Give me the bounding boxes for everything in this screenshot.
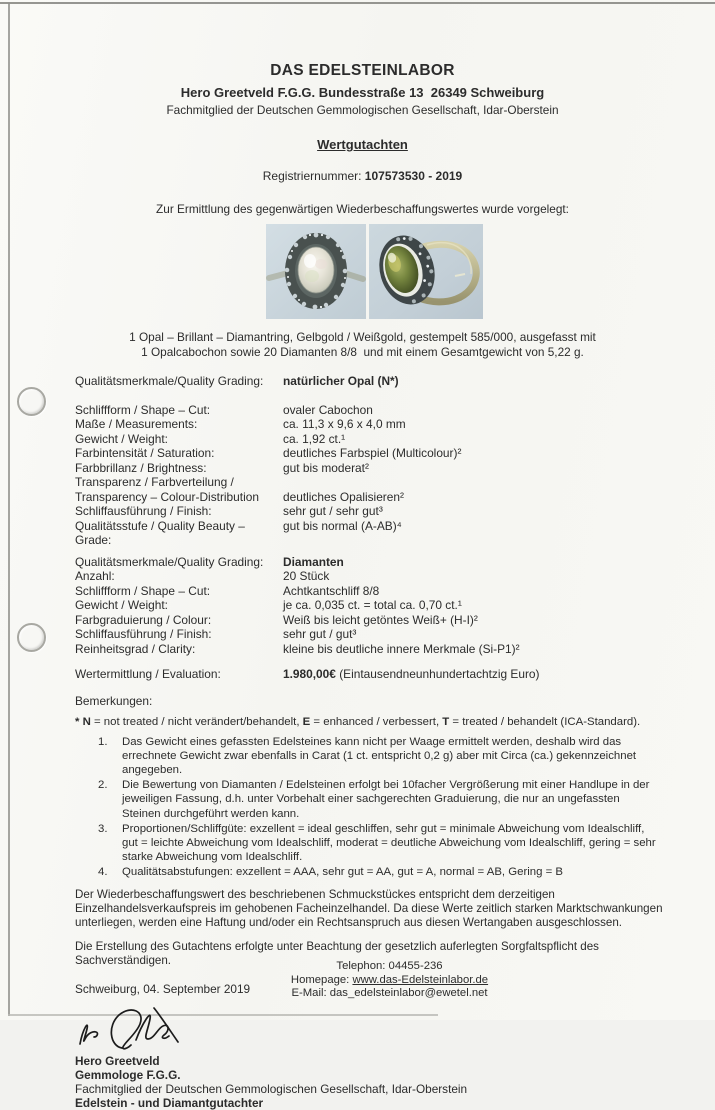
item-description-line2: 1 Opalcabochon sowie 20 Diamanten 8/8 und mit einem Gesamtgewicht von 5,22 g.	[141, 344, 584, 359]
grading-row	[75, 598, 660, 613]
grading-row-label: Farbbrillanz / Brightness:	[75, 460, 207, 475]
evaluation-row	[75, 667, 660, 682]
signatory-title: Gemmologe F.G.G.	[75, 1067, 181, 1082]
signatory-name: Hero Greetveld	[75, 1053, 160, 1068]
grading-section-label: Qualitätsmerkmale/Quality Grading:	[75, 554, 264, 569]
grading-section-value: Diamanten	[283, 554, 344, 569]
grading-row-value: kleine bis deutliche innere Merkmale (Si-P1)²	[283, 641, 520, 656]
grading-row	[75, 627, 660, 642]
grading-section-value: natürlicher Opal (N*)	[283, 374, 399, 388]
signature-handwriting	[72, 1000, 202, 1058]
place-date-line: Schweiburg, 04. September 2019	[75, 981, 251, 996]
grading-row-label: Maße / Measurements:	[75, 417, 198, 431]
note-text: = not treated / nicht verändert/behandelt,	[90, 715, 303, 728]
grading-row	[75, 490, 660, 505]
grading-row-label: Anzahl:	[75, 569, 115, 583]
grading-row	[75, 446, 660, 461]
signatory-role: Edelstein - und Diamantgutachter	[75, 1095, 264, 1110]
grading-row	[75, 461, 660, 476]
grading-row-value: ovaler Cabochon	[283, 402, 373, 417]
list-item-text: Qualitätsabstufungen: exzellent = AAA, sehr gut = AA, gut = A, normal = AB, Gering = B	[122, 866, 564, 879]
ring-side-view-photo	[369, 224, 483, 319]
note-symbol-t: T	[442, 715, 450, 728]
grading-row	[75, 417, 660, 432]
lab-address: Hero Greetveld F.G.G. Bundesstraße 13 26349 Schweiburg	[180, 85, 545, 100]
list-item-number: 3.	[98, 822, 108, 835]
list-item-number: 2.	[98, 779, 108, 792]
grading-row-value: Achtkantschliff 8/8	[283, 583, 380, 598]
footer-homepage	[32, 974, 715, 988]
grading-row-label: Schliffausführung / Finish:	[75, 627, 212, 641]
evaluation-label: Wertermittlung / Evaluation:	[75, 667, 221, 681]
grading-row-value	[283, 475, 660, 490]
grading-row-value: ca. 1,92 ct.¹	[283, 431, 346, 446]
grading-row-label: Transparenz / Farbverteilung /	[75, 475, 234, 489]
grading-row-value: deutliches Opalisieren²	[283, 489, 404, 504]
footer-phone: Telephon: 04455-236	[336, 960, 443, 972]
grading-row-label: Farbintensität / Saturation:	[75, 446, 215, 460]
grading-row-label: Reinheitsgrad / Clarity:	[75, 641, 196, 656]
replacement-value-paragraph: Der Wiederbeschaffungswert des beschriebenen Schmuckstückes entspricht dem derzeitigen Einzelhandelsverkaufspreis im gehobenen Facheinzelhandel. Da diese Werte zeitlich starken Marktschwankungen unterliegen, werden eine Haftung und/oder ein Rechtsanspruch aus diesen Wertangaben ausgeschlossen.	[75, 887, 663, 930]
document-title	[10, 137, 715, 152]
registration-line	[10, 169, 715, 183]
grading-row	[75, 504, 660, 519]
ring-top-view-photo	[266, 224, 366, 319]
registration-number: 107573530 - 2019	[364, 169, 463, 183]
item-description-line1: 1 Opal – Brillant – Diamantring, Gelbgold / Weißgold, gestempelt 585/000, ausgefasst mit	[129, 330, 596, 344]
evaluation-amount: 1.980,00€	[283, 667, 336, 681]
footer-email: E-Mail: das_edelsteinlabor@ewetel.net	[291, 987, 488, 999]
grading-row	[75, 569, 660, 584]
grading-row-label: Farbgraduierung / Colour:	[75, 612, 212, 627]
grading-row-label: Gewicht / Weight:	[75, 598, 168, 612]
evaluation-value	[283, 667, 660, 682]
grading-row	[75, 475, 660, 490]
grading-row-label: Qualitätsstufe / Quality Beauty – Grade:	[75, 518, 245, 547]
grading-row-value: sehr gut / gut³	[283, 627, 357, 641]
intro-line: Zur Ermittlung des gegenwärtigen Wiederbeschaffungswertes wurde vorgelegt:	[156, 202, 569, 216]
grading-row	[75, 432, 660, 447]
grading-row-value: 20 Stück	[283, 569, 330, 583]
grading-section-label: Qualitätsmerkmale/Quality Grading:	[75, 374, 264, 388]
grading-row-value: sehr gut / sehr gut³	[283, 504, 383, 518]
lab-name: DAS EDELSTEINLABOR	[270, 62, 455, 79]
list-item-text: Proportionen/Schliffgüte: exzellent = ideal geschliffen, sehr gut = minimale Abweichung vom Idealschliff, gut = leichte Abweichung vom Idealschliff, moderat = deutliche Abweichung vom Idealschliff, gering = sehr starke Abweichung vom Idealschliff.	[122, 822, 656, 864]
ring-photos	[10, 224, 715, 319]
list-item-number: 4.	[98, 866, 108, 879]
footer-homepage-url: www.das-Edelsteinlabor.de	[352, 973, 489, 986]
grading-row-label: Schliffform / Shape – Cut:	[75, 402, 211, 417]
grading-row-label: Schliffausführung / Finish:	[75, 504, 212, 518]
grading-section-header	[75, 374, 660, 389]
item-description	[10, 330, 715, 359]
list-item	[98, 865, 657, 879]
treatment-note	[75, 715, 670, 729]
grading-row-label: Transparency – Colour-Distribution	[75, 489, 259, 504]
contact-footer	[32, 960, 715, 1001]
note-symbol-e: E	[302, 715, 311, 728]
grading-row	[75, 584, 660, 599]
registration-label: Registriernummer:	[262, 169, 365, 183]
remarks-list	[98, 735, 657, 880]
grading-row-value: je ca. 0,035 ct. = total ca. 0,70 ct.¹	[283, 598, 462, 612]
grading-row	[75, 642, 660, 657]
note-text: = enhanced / verbessert,	[310, 715, 443, 728]
grading-row-value: gut bis normal (A-AB)⁴	[283, 518, 402, 533]
opal-grading-section	[75, 374, 660, 548]
grading-row-label: Schliffform / Shape – Cut:	[75, 583, 211, 598]
grading-row	[75, 613, 660, 628]
grading-row	[75, 519, 660, 548]
note-text: = treated / behandelt (ICA-Standard).	[449, 715, 641, 728]
due-diligence-paragraph: Die Erstellung des Gutachtens erfolgte unter Beachtung der gesetzlich auferlegten Sorgfaltspflicht des Sachverständigen.	[75, 939, 599, 968]
list-item-number: 1.	[98, 735, 108, 748]
grading-row-label: Gewicht / Weight:	[75, 431, 168, 446]
list-item	[98, 822, 657, 865]
list-item-text: Die Bewertung von Diamanten / Edelsteinen erfolgt bei 10facher Vergrößerung mit einer Handlupe in der jeweiligen Fassung, d.h. unter Vorbehalt einer sachgerechten Graduierung, die nur an ungefassten Steinen durchgeführt werden kann.	[122, 779, 650, 820]
grading-section-header	[75, 555, 660, 570]
evaluation-amount-words: (Eintausendneunhundertachtzig Euro)	[335, 667, 540, 681]
signatory-block	[75, 1054, 715, 1110]
grading-row-value: Weiß bis leicht getöntes Weiß+ (H-I)²	[283, 612, 478, 627]
grading-row-value: deutliches Farbspiel (Multicolour)²	[283, 446, 462, 460]
grading-row-value: ca. 11,3 x 9,6 x 4,0 mm	[283, 417, 406, 431]
list-item-text: Das Gewicht eines gefassten Edelsteines kann nicht per Waage ermittelt werden, deshalb wird das errechnete Gewicht zwar ebenfalls in Carat (1 ct. entspricht 0,2 g) aber mit Circa (ca.) gekennzeichnet angegeben.	[122, 735, 637, 776]
list-item	[98, 778, 657, 821]
note-symbol-n: * N	[75, 715, 91, 728]
lab-membership: Fachmitglied der Deutschen Gemmologischen Gesellschaft, Idar-Oberstein	[166, 103, 559, 117]
footer-homepage-label: Homepage:	[290, 973, 353, 986]
grading-row	[75, 403, 660, 418]
list-item	[98, 735, 657, 778]
remarks-heading: Bemerkungen:	[75, 693, 153, 708]
diamond-grading-section	[75, 555, 660, 657]
signatory-membership: Fachmitglied der Deutschen Gemmologischen Gesellschaft, Idar-Oberstein	[75, 1081, 468, 1096]
grading-row-value: gut bis moderat²	[283, 460, 369, 475]
document-title-text: Wertgutachten	[317, 137, 408, 152]
